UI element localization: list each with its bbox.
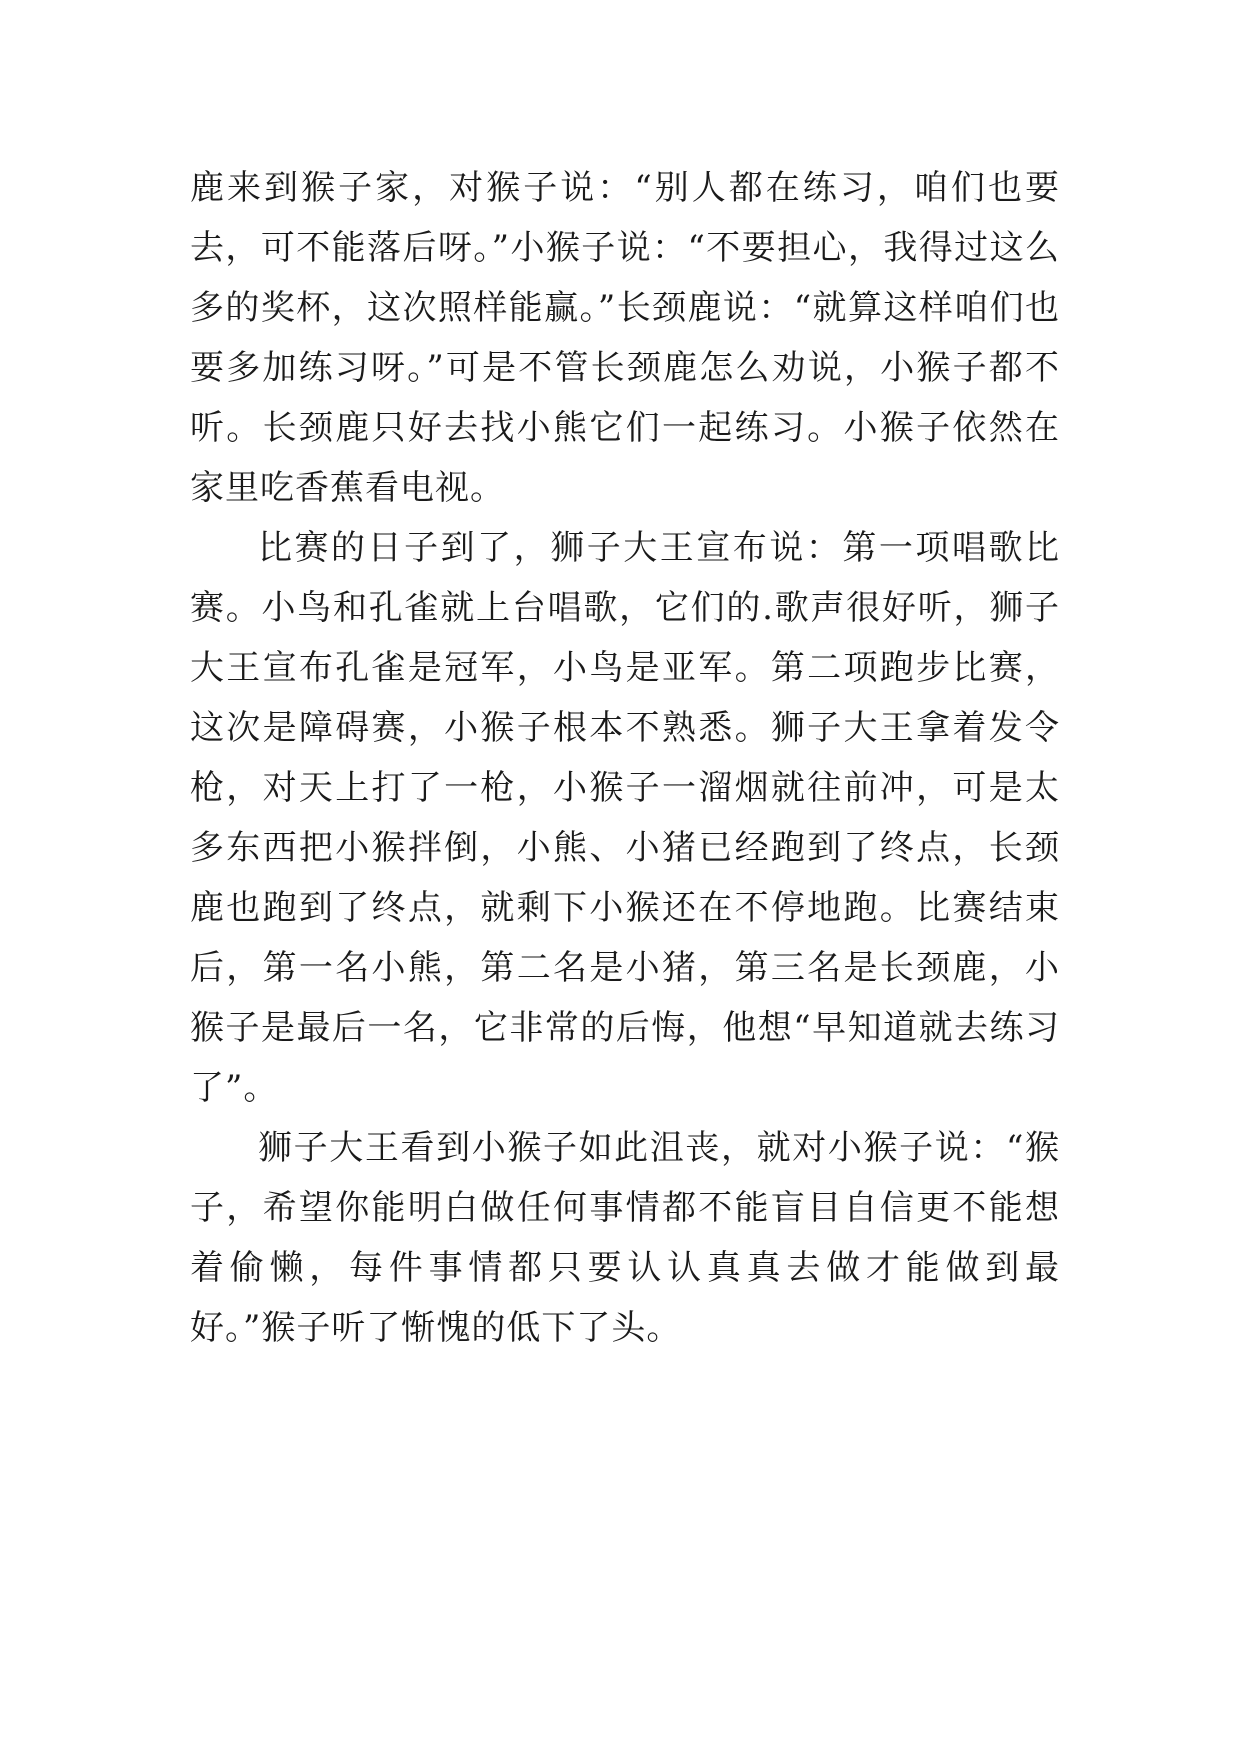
- paragraph-3: 狮子大王看到小猴子如此沮丧，就对小猴子说：“猴子，希望你能明白做任何事情都不能盲目自信更不能想着偷懒，每件事情都只要认认真真去做才能做到最好。”猴子听了惭愧的低下了头。: [190, 1128, 1060, 1348]
- paragraph-1: 鹿来到猴子家，对猴子说：“别人都在练习，咱们也要去，可不能落后呀。”小猴子说：“不要担心，我得过这么多的奖杯，这次照样能赢。”长颈鹿说：“就算这样咱们也要多加练习呀。”可是不管长颈鹿怎么劝说，小猴子都不听。长颈鹿只好去找小熊它们一起练习。小猴子依然在家里吃香蕉看电视。: [190, 168, 1060, 508]
- document-page: [190, 158, 1060, 1358]
- paragraph-2: 比赛的日子到了，狮子大王宣布说：第一项唱歌比赛。小鸟和孔雀就上台唱歌，它们的.歌声很好听，狮子大王宣布孔雀是冠军，小鸟是亚军。第二项跑步比赛，这次是障碍赛，小猴子根本不熟悉。狮子大王拿着发令枪，对天上打了一枪，小猴子一溜烟就往前冲，可是太多东西把小猴拌倒，小熊、小猪已经跑到了终点，长颈鹿也跑到了终点，就剩下小猴还在不停地跑。比赛结束后，第一名小熊，第二名是小猪，第三名是长颈鹿，小猴子是最后一名，它非常的后悔，他想“早知道就去练习了”。: [190, 528, 1060, 1108]
